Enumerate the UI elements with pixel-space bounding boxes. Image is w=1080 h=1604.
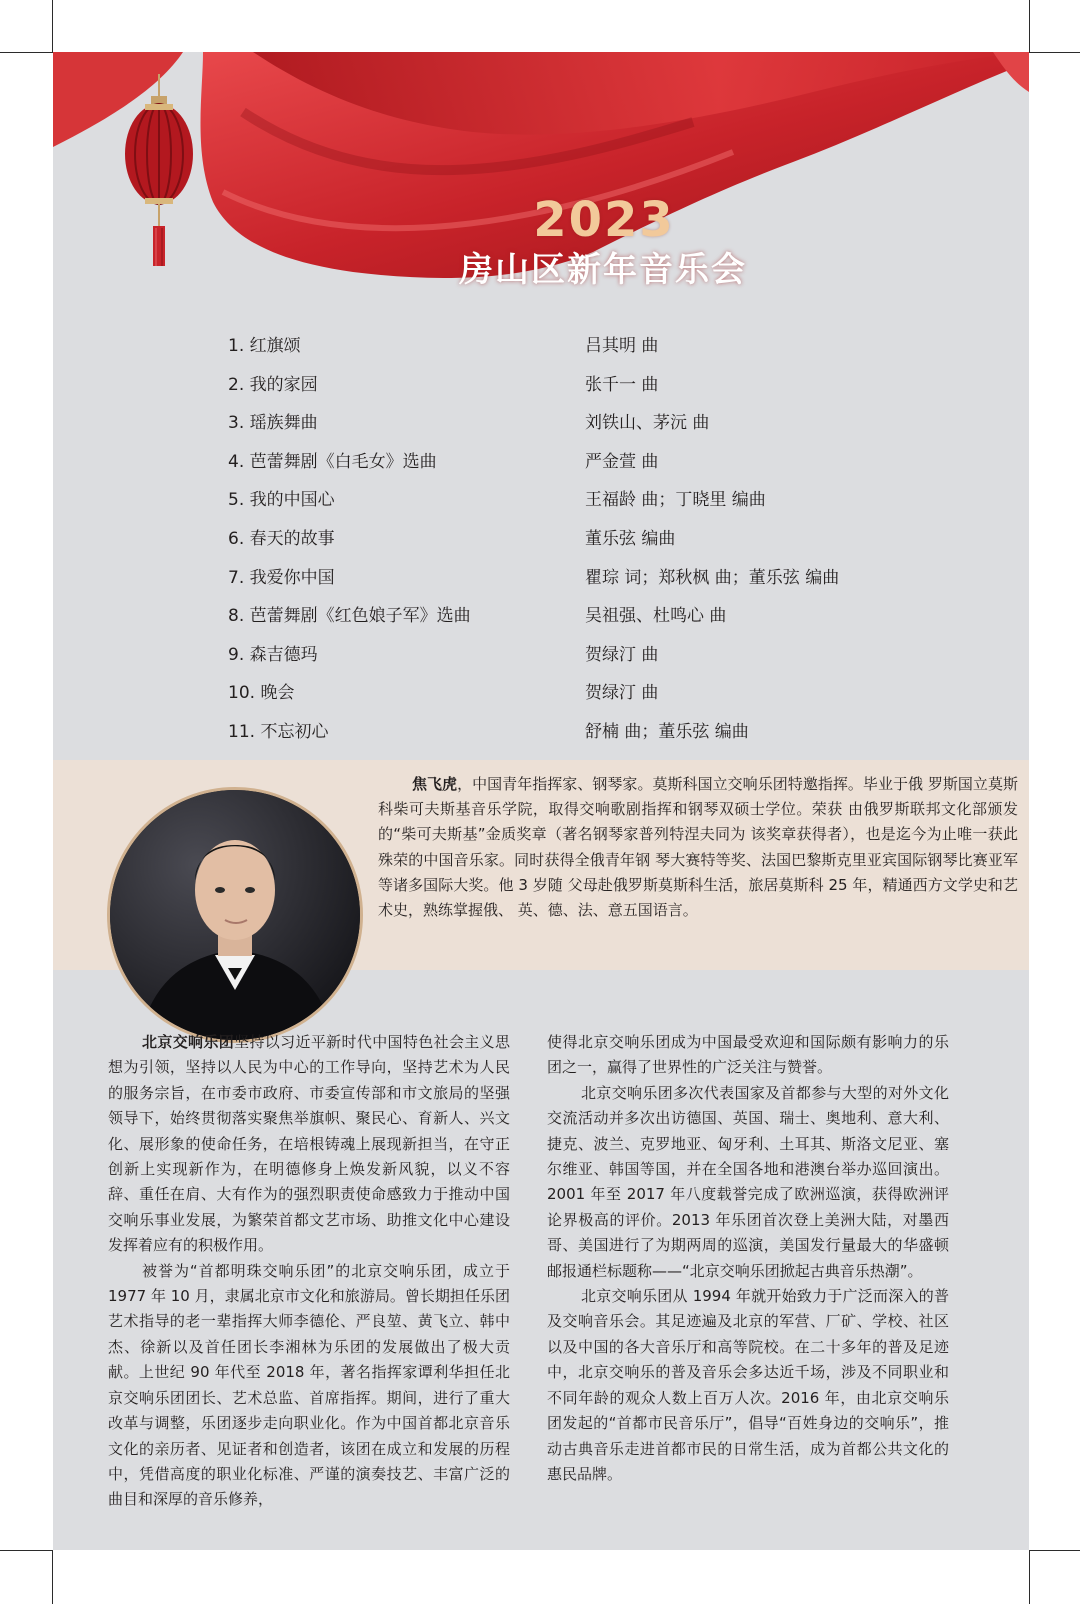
- orchestra-paragraph: 北京交响乐团坚持以习近平新时代中国特色社会主义思想为引领，坚持以人民为中心的工作导向，坚持艺术为人民的服务宗旨，在市委市政府、市委宣传部和市文旅局的坚强领导下，始终贯彻落实聚焦举旗帜、聚民心、育新人、兴文化、展形象的使命任务，在培根铸魂上展现新担当，在守正创新上实现新作为，在明德修身上焕发新风貌，以义不容辞、重任在肩、大有作为的强烈职责使命感致力于推动中国交响乐事业发展，为繁荣首都文艺市场、助推文化中心建设发挥着应有的积极作用。: [108, 1033, 510, 1255]
- crop-mark: [1029, 1550, 1080, 1551]
- piece-title: 2. 我的家园: [228, 374, 318, 395]
- crop-mark: [52, 1550, 53, 1604]
- orchestra-column-right: [547, 1030, 949, 1487]
- program-item: [228, 410, 988, 449]
- piece-composer: 刘铁山、茅沅 曲: [585, 413, 710, 434]
- piece-composer: 吕其明 曲: [585, 336, 659, 356]
- crop-mark: [1029, 0, 1030, 52]
- program-item: [228, 526, 988, 565]
- crop-mark: [1029, 1550, 1030, 1604]
- piece-title: 4. 芭蕾舞剧《白毛女》选曲: [228, 451, 437, 472]
- program-item: [228, 487, 988, 526]
- piece-title: 5. 我的中国心: [228, 490, 335, 511]
- program-list: [228, 333, 988, 796]
- program-item: [228, 680, 988, 719]
- orchestra-paragraph: 北京交响乐团多次代表国家及首都参与大型的对外文化交流活动并多次出访德国、英国、瑞士、奥地利、意大利、捷克、波兰、克罗地亚、匈牙利、土耳其、斯洛文尼亚、塞尔维亚、韩国等国，并在全国各地和港澳台举办巡回演出。2001 年至 2017 年八度载誉完成了欧洲巡演，获得欧洲评论界极高的评价。2013 年乐团首次登上美洲大陆，对墨西哥、美国进行了为期两周的巡演，美国发行量最大的华盛顿邮报通栏标题称——“北京交响乐团掀起古典音乐热潮”。: [547, 1083, 949, 1280]
- orchestra-column-left: [108, 1030, 510, 1513]
- program-item: [228, 603, 988, 642]
- piece-composer: 瞿琮 词；郑秋枫 曲；董乐弦 编曲: [585, 567, 840, 588]
- piece-title: 7. 我爱你中国: [228, 567, 335, 588]
- program-item: [228, 642, 988, 681]
- lantern-icon: [121, 74, 197, 270]
- crop-mark: [52, 0, 53, 52]
- program-item: [228, 372, 988, 411]
- piece-title: 3. 瑶族舞曲: [228, 413, 318, 434]
- piece-composer: 董乐弦 编曲: [585, 528, 676, 549]
- piece-composer: 舒楠 曲；董乐弦 编曲: [585, 721, 749, 742]
- conductor-bio-text: ，中国青年指挥家、钢琴家。莫斯科国立交响乐团特邀指挥。毕业于俄 罗斯国立莫斯科柴可夫斯基音乐学院，取得交响歌剧指挥和钢琴双硕士学位。荣获 由俄罗斯联邦文化部颁发的“柴可夫斯基”金质奖章（著名钢琴家普列特涅夫同为 该奖章获得者），也是迄今为止唯一获此殊荣的中国音乐家。同时获得全俄青年钢 琴大赛特等奖、法国巴黎斯克里亚宾国际钢琴比赛亚军等诸多国际大奖。他 3 岁随 父母赴俄罗斯莫斯科生活，旅居莫斯科 25 年，精通西方文学史和艺术史，熟练掌握俄、 英、德、法、意五国语言。: [378, 775, 1018, 920]
- piece-composer: 贺绿汀 曲: [585, 644, 659, 665]
- piece-title: 11. 不忘初心: [228, 721, 329, 742]
- program-item: [228, 719, 988, 758]
- crop-mark: [1029, 52, 1080, 53]
- program-item: [228, 565, 988, 604]
- concert-year: 2023: [533, 192, 675, 248]
- piece-title: 10. 晚会: [228, 683, 295, 704]
- piece-composer: 吴祖强、杜鸣心 曲: [585, 606, 727, 627]
- piece-title: 9. 森吉德玛: [228, 644, 318, 665]
- orchestra-name: 北京交响乐团: [142, 1033, 235, 1051]
- piece-composer: 张千一 曲: [585, 374, 659, 395]
- orchestra-paragraph: 北京交响乐团从 1994 年就开始致力于广泛而深入的普及交响音乐会。其足迹遍及北京的军营、厂矿、学校、社区以及中国的各大音乐厅和高等院校。在二十多年的普及足迹中，北京交响乐的普及音乐会多达近千场，涉及不同职业和不同年龄的观众人数上百万人次。2016 年，由北京交响乐团发起的“首都市民音乐厅”，倡导“百姓身边的交响乐”，推动古典音乐走进首都市民的日常生活，成为首都公共文化的惠民品牌。: [547, 1287, 949, 1483]
- piece-composer: 王福龄 曲；丁晓里 编曲: [585, 490, 766, 511]
- crop-mark: [0, 1550, 53, 1551]
- orchestra-paragraph: 使得北京交响乐团成为中国最受欢迎和国际颇有影响力的乐团之一，赢得了世界性的广泛关注与赞誉。: [547, 1033, 949, 1077]
- program-item: [228, 449, 988, 488]
- conductor-bio: [378, 772, 1018, 923]
- program-item: [228, 333, 988, 372]
- piece-composer: 贺绿汀 曲: [585, 683, 659, 704]
- piece-title: 1. 红旗颂: [228, 336, 301, 356]
- conductor-portrait: [107, 787, 363, 1043]
- piece-title: 6. 春天的故事: [228, 528, 335, 549]
- program-page: [53, 52, 1029, 1550]
- crop-mark: [0, 52, 53, 53]
- conductor-name: 焦飞虎: [412, 775, 458, 793]
- piece-composer: 严金萱 曲: [585, 451, 659, 472]
- concert-title: 房山区新年音乐会: [459, 250, 747, 290]
- piece-title: 8. 芭蕾舞剧《红色娘子军》选曲: [228, 606, 471, 627]
- orchestra-paragraph: 被誉为“首都明珠交响乐团”的北京交响乐团，成立于 1977 年 10 月，隶属北京市文化和旅游局。曾长期担任乐团艺术指导的老一辈指挥大师李德伦、严良堃、黄飞立、韩中杰、徐新以及首任团长李湘林为乐团的发展做出了极大贡献。上世纪 90 年代至 2018 年，著名指挥家谭利华担任北京交响乐团团长、艺术总监、首席指挥。期间，进行了重大改革与调整，乐团逐步走向职业化。作为中国首都北京音乐文化的亲历者、见证者和创造者，该团在成立和发展的历程中，凭借高度的职业化标准、严谨的演奏技艺、丰富广泛的曲目和深厚的音乐修养，: [108, 1261, 510, 1509]
